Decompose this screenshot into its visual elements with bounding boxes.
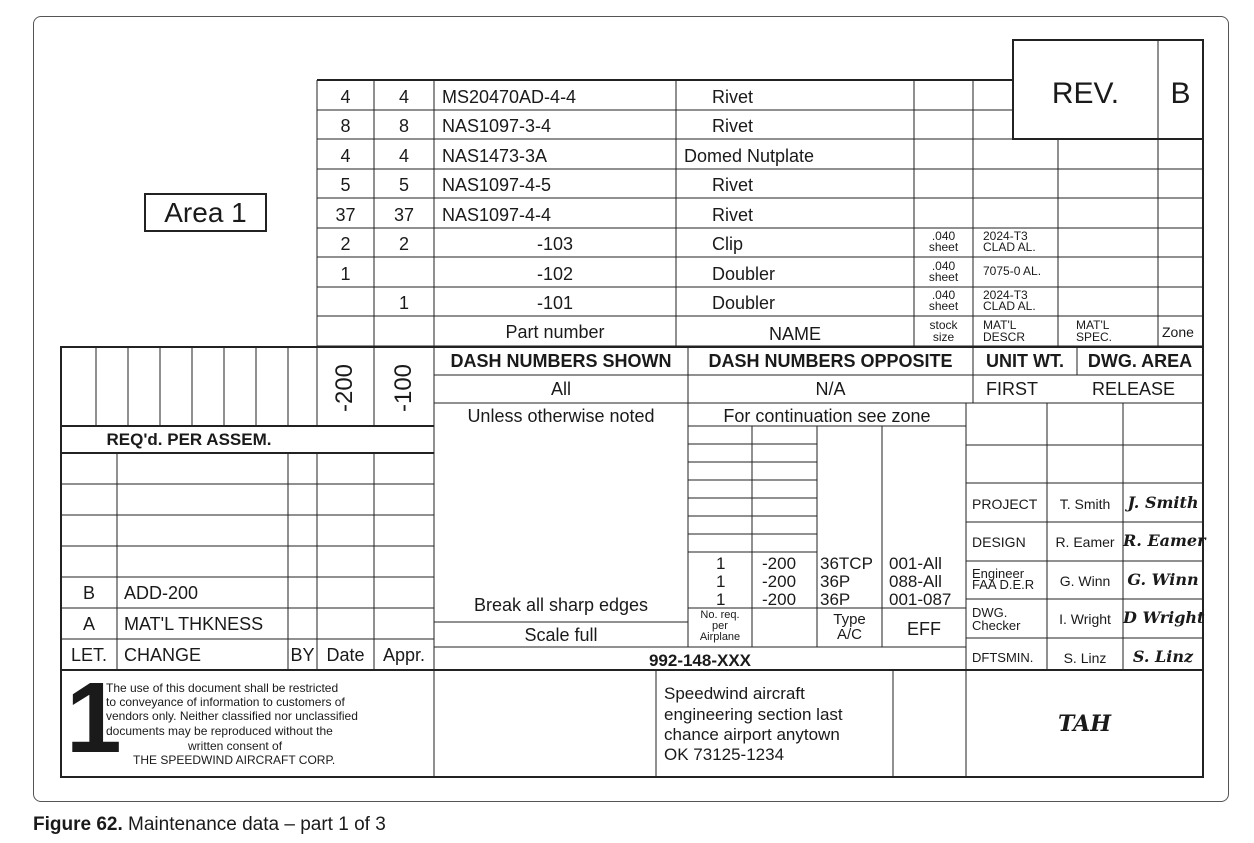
part-number: NAS1473-3A bbox=[442, 146, 548, 166]
eff-dash: -200 bbox=[762, 572, 797, 591]
eff-header-noreq-1: No. req. bbox=[700, 609, 740, 621]
eff-type: 36P bbox=[820, 590, 851, 609]
header-spec-1: MAT'L bbox=[1076, 318, 1110, 332]
change-header-appr: Appr. bbox=[382, 645, 426, 665]
restriction-line: documents may be reproduced without the bbox=[106, 724, 333, 738]
eff-qty: 1 bbox=[716, 590, 726, 609]
qty-100: 2 bbox=[398, 234, 409, 254]
eff-header-noreq-2: per bbox=[712, 620, 728, 632]
first-label: FIRST bbox=[986, 379, 1038, 399]
header-zone: Zone bbox=[1162, 324, 1194, 340]
part-number: -102 bbox=[536, 264, 574, 284]
part-name: Rivet bbox=[712, 205, 754, 225]
qty-100: 37 bbox=[393, 205, 415, 225]
change-header-date: Date bbox=[326, 645, 365, 665]
material-descr: 2024-T3 CLAD AL. bbox=[983, 288, 1036, 313]
caption-label: Figure 62. bbox=[33, 814, 123, 835]
approval-role-2: Checker bbox=[972, 618, 1021, 633]
eff-dash: -200 bbox=[762, 554, 797, 573]
dash-shown-value: All bbox=[550, 379, 571, 399]
qty-100: 4 bbox=[398, 146, 409, 166]
part-name: Rivet bbox=[712, 116, 754, 136]
part-number: -103 bbox=[536, 234, 574, 254]
material-descr: 7075-0 AL. bbox=[983, 264, 1042, 278]
part-number: NAS1097-4-5 bbox=[442, 175, 552, 195]
dash-opposite-label: DASH NUMBERS OPPOSITE bbox=[708, 351, 953, 371]
eff-qty: 1 bbox=[716, 554, 726, 573]
approval-name: R. Eamer bbox=[1055, 534, 1115, 550]
part-name: Domed Nutplate bbox=[684, 146, 815, 166]
dash-opposite-value: N/A bbox=[815, 379, 846, 399]
approval-signature: D Wright bbox=[1123, 608, 1205, 627]
part-name: Doubler bbox=[712, 264, 776, 284]
company-line: Speedwind aircraft bbox=[664, 684, 805, 703]
change-header-let: LET. bbox=[70, 645, 108, 665]
eff-qty: 1 bbox=[716, 572, 726, 591]
qty-200: 4 bbox=[340, 87, 351, 107]
dwg-area-label: DWG. AREA bbox=[1087, 351, 1193, 371]
dash-shown-label: DASH NUMBERS SHOWN bbox=[450, 351, 672, 371]
figure-caption bbox=[33, 815, 386, 834]
part-number: -101 bbox=[536, 293, 574, 313]
qty-200: 1 bbox=[340, 264, 351, 284]
qty-200: 8 bbox=[340, 116, 351, 136]
header-name: NAME bbox=[768, 324, 821, 344]
revision-label: REV. bbox=[1051, 77, 1120, 110]
stock-size: .040 sheet bbox=[928, 259, 959, 284]
change-header-change: CHANGE bbox=[124, 645, 202, 665]
material-descr: 2024-T3 CLAD AL. bbox=[983, 229, 1036, 254]
part-name: Clip bbox=[712, 234, 744, 254]
restriction-line: vendors only. Neither classified nor unclassified bbox=[106, 709, 358, 723]
caption-text: Maintenance data – part 1 of 3 bbox=[122, 814, 386, 835]
part-name: Rivet bbox=[712, 175, 754, 195]
restriction-line: THE SPEEDWIND AIRCRAFT CORP. bbox=[133, 753, 336, 767]
header-descr-2: DESCR bbox=[983, 330, 1026, 344]
eff-header-type-1: Type bbox=[833, 611, 866, 628]
part-number: NAS1097-3-4 bbox=[442, 116, 552, 136]
qty-200: 5 bbox=[340, 175, 351, 195]
break-edges-note: Break all sharp edges bbox=[473, 595, 649, 615]
approval-name: S. Linz bbox=[1063, 650, 1107, 666]
company-line: engineering section last bbox=[664, 705, 843, 724]
dash-col-200: -200 bbox=[331, 363, 358, 413]
eff-header-type-2: A/C bbox=[836, 626, 862, 643]
dash-col-100: -100 bbox=[390, 363, 417, 413]
stock-size: .040 sheet bbox=[928, 288, 959, 313]
eff-range: 088-All bbox=[889, 572, 942, 591]
company-line: OK 73125-1234 bbox=[664, 745, 785, 764]
restriction-line: to conveyance of information to customers of bbox=[106, 695, 345, 709]
scale-note: Scale full bbox=[524, 625, 598, 645]
eff-header-noreq-3: Airplane bbox=[699, 631, 741, 643]
approval-name: I. Wright bbox=[1059, 611, 1111, 627]
approval-role: Engineer bbox=[972, 566, 1025, 581]
change-letter: A bbox=[82, 614, 95, 634]
change-letter: B bbox=[82, 583, 95, 603]
approval-name: T. Smith bbox=[1059, 496, 1111, 512]
header-stock-1: stock bbox=[929, 318, 958, 332]
qty-100: 1 bbox=[398, 293, 409, 313]
revision-value: B bbox=[1170, 77, 1191, 110]
approval-role: DWG. bbox=[972, 605, 1008, 620]
eff-range: 001-087 bbox=[889, 590, 952, 609]
eff-dash: -200 bbox=[762, 590, 797, 609]
drawing-number: 992-148-XXX bbox=[648, 651, 752, 670]
restriction-line: The use of this document shall be restricted bbox=[106, 681, 339, 695]
change-text: MAT'L THKNESS bbox=[124, 614, 264, 634]
approval-signature: J. Smith bbox=[1127, 493, 1199, 512]
approval-role-2: FAA D.E.R bbox=[972, 577, 1035, 592]
header-part-number: Part number bbox=[505, 322, 605, 342]
release-label: RELEASE bbox=[1092, 379, 1176, 399]
unit-wt-label: UNIT WT. bbox=[986, 351, 1064, 371]
part-name: Doubler bbox=[712, 293, 776, 313]
continuation-note: For continuation see zone bbox=[723, 406, 931, 426]
header-descr-1: MAT'L bbox=[983, 318, 1017, 332]
req-per-assem-label: REQ'd. PER ASSEM. bbox=[106, 430, 272, 449]
approval-signature: R. Eamer bbox=[1123, 531, 1206, 550]
qty-100: 4 bbox=[398, 87, 409, 107]
change-text: ADD-200 bbox=[124, 583, 199, 603]
approval-role: PROJECT bbox=[972, 496, 1038, 512]
eff-header-eff: EFF bbox=[907, 619, 941, 639]
approval-name: G. Winn bbox=[1059, 573, 1111, 589]
company-line: chance airport anytown bbox=[664, 725, 840, 744]
stock-size: .040 sheet bbox=[928, 229, 959, 254]
part-number: MS20470AD-4-4 bbox=[442, 87, 577, 107]
change-header-by: BY bbox=[290, 645, 315, 665]
qty-200: 2 bbox=[340, 234, 351, 254]
sheet-number: 1 bbox=[66, 662, 122, 774]
qty-100: 5 bbox=[398, 175, 409, 195]
qty-100: 8 bbox=[398, 116, 409, 136]
approval-signature: S. Linz bbox=[1132, 647, 1194, 666]
restriction-line: written consent of bbox=[188, 739, 283, 753]
header-stock-2: size bbox=[932, 330, 955, 344]
approval-role: DESIGN bbox=[972, 534, 1026, 550]
header-spec-2: SPEC. bbox=[1076, 330, 1113, 344]
part-name: Rivet bbox=[712, 87, 754, 107]
unless-noted: Unless otherwise noted bbox=[467, 406, 655, 426]
eff-type: 36P bbox=[820, 572, 851, 591]
qty-200: 4 bbox=[340, 146, 351, 166]
approval-role: DFTSMIN. bbox=[972, 650, 1034, 665]
part-number: NAS1097-4-4 bbox=[442, 205, 552, 225]
initials-signature: TAH bbox=[1057, 711, 1112, 737]
eff-type: 36TCP bbox=[820, 554, 873, 573]
eff-range: 001-All bbox=[889, 554, 942, 573]
qty-200: 37 bbox=[335, 205, 356, 225]
area-label: Area 1 bbox=[164, 197, 247, 228]
approval-signature: G. Winn bbox=[1127, 570, 1199, 589]
